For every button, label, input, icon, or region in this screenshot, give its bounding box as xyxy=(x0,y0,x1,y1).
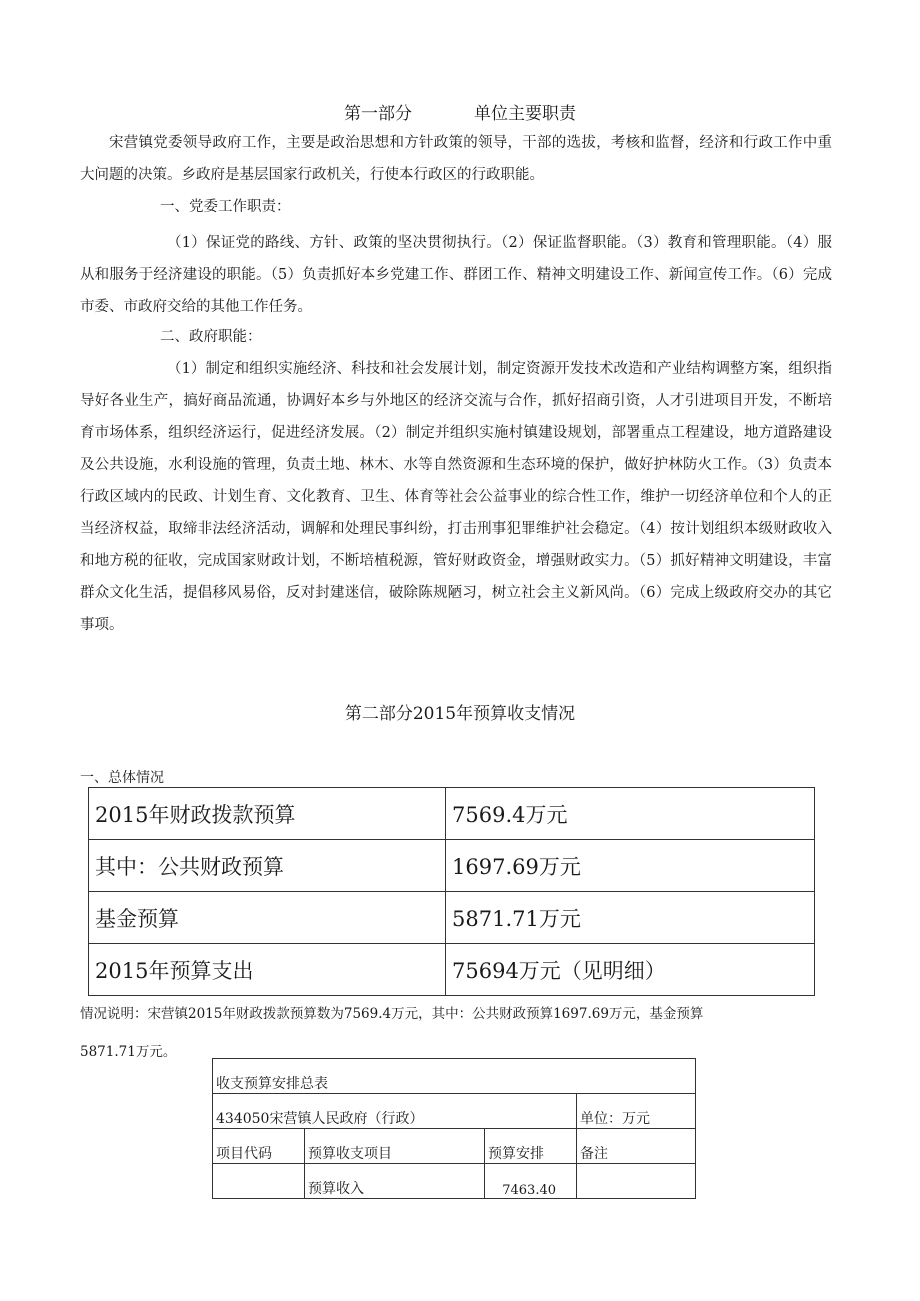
table-row xyxy=(213,1094,696,1129)
budget-table-org: 434050宋营镇人民政府（行政） xyxy=(213,1094,577,1129)
summary-label: 基金预算 xyxy=(89,892,446,944)
table-row xyxy=(213,1164,696,1199)
party-duties-text: （1）保证党的路线、方针、政策的坚决贯彻执行。（2）保证监督职能。（3）教育和管理职能。（4）服从和服务于经济建设的职能。（5）负责抓好本乡党建工作、群团工作、精神文明建设工作、新闻宣传工作。（6）完成市委、市政府交给的其他工作任务。 xyxy=(80,235,832,315)
header-amount: 预算安排 xyxy=(485,1129,577,1164)
budget-table xyxy=(212,1058,696,1199)
cell-item: 预算收入 xyxy=(305,1164,485,1199)
cell-remark xyxy=(577,1164,696,1199)
table-row xyxy=(213,1129,696,1164)
summary-value: 7569.4万元 xyxy=(446,788,815,840)
part1-title-right: 单位主要职责 xyxy=(474,104,576,124)
part2-title: 第二部分2015年预算收支情况 xyxy=(344,704,576,724)
cell-amount: 7463.40 xyxy=(485,1164,577,1199)
header-code: 项目代码 xyxy=(213,1129,305,1164)
gov-functions-text: （1）制定和组织实施经济、科技和社会发展计划，制定资源开发技术改造和产业结构调整方案，组织指导好各业生产，搞好商品流通，协调好本乡与外地区的经济交流与合作，抓好招商引资，人才引进项目开发，不断培育市场体系，组织经济运行，促进经济发展。（2）制定并组织实施村镇建设规划，部署重点工程建设，地方道路建设及公共设施，水利设施的管理，负责土地、林木、水等自然资源和生态环境的保护，做好护林防火工作。（3）负责本行政区域内的民政、计划生育、文化教育、卫生、体育等社会公益事业的综合性工作，维护一切经济单位和个人的正当经济权益，取缔非法经济活动，调解和处理民事纠纷，打击刑事犯罪维护社会稳定。（4）按计划组织本级财政收入和地方税的征收，完成国家财政计划，不断培植税源，管好财政资金，增强财政实力。（5）抓好精神文明建设，丰富群众文化生活，提倡移风易俗，反对封建迷信，破除陈规陋习，树立社会主义新风尚。（6）完成上级政府交办的其它事项。 xyxy=(80,361,832,633)
overview-label: 一、总体情况 xyxy=(80,770,164,786)
note-line-2: 5871.71万元。 xyxy=(80,1044,177,1060)
cell-code xyxy=(213,1164,305,1199)
party-duties-heading: 一、党委工作职责： xyxy=(160,199,291,215)
summary-value: 1697.69万元 xyxy=(446,840,815,892)
table-row xyxy=(89,892,815,944)
summary-value: 75694万元（见明细） xyxy=(446,944,815,996)
intro-paragraph: 宋营镇党委领导政府工作，主要是政治思想和方针政策的领导，干部的选拔，考核和监督，经济和行政工作中重大问题的决策。乡政府是基层国家行政机关，行使本行政区的行政职能。 xyxy=(80,135,832,183)
summary-label: 其中：公共财政预算 xyxy=(89,840,446,892)
table-row xyxy=(89,788,815,840)
header-remark: 备注 xyxy=(577,1129,696,1164)
budget-table-title: 收支预算安排总表 xyxy=(213,1059,696,1094)
summary-table xyxy=(88,787,815,996)
table-row xyxy=(89,840,815,892)
summary-label: 2015年预算支出 xyxy=(89,944,446,996)
part1-title-left: 第一部分 xyxy=(344,104,412,124)
summary-label: 2015年财政拨款预算 xyxy=(89,788,446,840)
part1-title xyxy=(0,99,920,124)
budget-table-unit: 单位：万元 xyxy=(577,1094,696,1129)
note-line-1: 情况说明：宋营镇2015年财政拨款预算数为7569.4万元，其中：公共财政预算1697.69万元，基金预算 xyxy=(80,1006,704,1022)
summary-value: 5871.71万元 xyxy=(446,892,815,944)
header-item: 预算收支项目 xyxy=(305,1129,485,1164)
gov-functions-heading: 二、政府职能： xyxy=(160,329,262,345)
table-row xyxy=(89,944,815,996)
table-row xyxy=(213,1059,696,1094)
